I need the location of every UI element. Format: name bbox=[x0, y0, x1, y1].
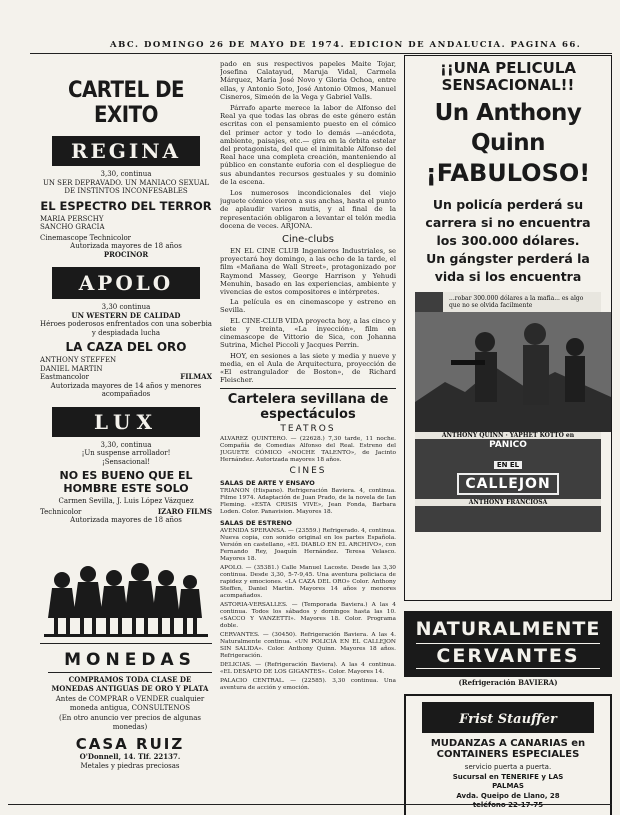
monedas-address: O'Donnell, 14. Tlf. 22137. bbox=[48, 753, 212, 762]
quinn-ad bbox=[404, 55, 612, 601]
listing-estreno: AVENIDA SPERANSA. — (23559.) Refrigerado. 4, continua. Nueva copia, con sonido original en los partes Española. Versión en castellano, «EL DIABLO EN EL ARCHIVO», con Fernando Rey, Joaquín Hernández. Teresa Velasco. Mayores 18. bbox=[220, 528, 396, 563]
lux-distrib: IZARO FILMS bbox=[158, 508, 212, 517]
lux-banner: LUX bbox=[52, 407, 200, 437]
apolo-cast1: ANTHONY STEFFEN bbox=[40, 356, 212, 365]
cines-heading: CINES bbox=[220, 466, 396, 476]
apolo-tagline2: Héroes poderosos enfrentados con una soberbia y despiadada lucha bbox=[40, 320, 212, 337]
silhouettes-illustration bbox=[40, 560, 212, 638]
cartel-column bbox=[40, 70, 212, 625]
moving-brand: Frist Stauffer bbox=[459, 712, 557, 727]
regina-time: 3,30, continua bbox=[40, 170, 212, 179]
poster-figures-illustration bbox=[415, 312, 611, 432]
lux-time: 3,30, continua bbox=[40, 441, 212, 450]
article-paragraph-3: Los numerosos incondicionales del viejo juguete cómico vieron a sus anchas, hasta el punto de aplaudir varios mutis, y al final de la representación obligaron a levantar el telón media docena de veces. ARJONA. bbox=[220, 189, 396, 230]
article-paragraph-2: Párrafo aparte merece la labor de Alfonso del Real ya que todas las obras de este género están escritas con el pensamiento puesto en el cómico del primer actor y todo lo demás —anécdota, ambiente, paisajes, etc.— gira en la órbita estelar del protagonista, del que el inimitable Alfonso del Real hace una completa creación, manteniendo al público en constante euforia con el despliegue de sus abundantes recursos gestuales y su dominio de la escena. bbox=[220, 104, 396, 186]
moving-branch1: Sucursal en TENERIFE y LAS bbox=[412, 773, 604, 782]
monedas-title: MONEDAS bbox=[48, 650, 212, 673]
regina-cast2: SANCHO GRACIA bbox=[40, 223, 212, 232]
cineclubs-paragraph-4: HOY, en sesiones a las siete y media y nueve y media, en el Aula de Arquitectura, proyección de «El estrangulador de Boston», de Richard Fleischer. bbox=[220, 352, 396, 385]
salas-estreno-heading: SALAS DE ESTRENO bbox=[220, 519, 396, 527]
poster-tagline: ...robar 300.000 dólares a la mafia... es algo que no se olvida facilmente bbox=[443, 292, 601, 312]
monedas-extra: Metales y piedras preciosas bbox=[48, 762, 212, 771]
listing-estreno: APOLO. — (35381.) Calle Manuel Lacoste. Desde las 3,30 continua. Desde 3,30, 5-7-9,45. Una aventura policiaca de rapidez y emociones. «LA CAZA DEL ORO» Color. Anthony Steffen, Daniel Martin. Mayores 14 años y menores acompañados. bbox=[220, 565, 396, 600]
cineclubs-paragraph-3: EL CINE-CLUB VIDA proyecta hoy, a las cinco y siete y treinta, «La inyección», film en cinemascope de Vittorio de Sica, con Johanna Sutrina, Michel Piccoli y Jacques Perrin. bbox=[220, 317, 396, 350]
moving-service: servicio puerta a puerta. bbox=[412, 763, 604, 772]
apolo-distrib: FILMAX bbox=[180, 373, 212, 382]
quinn-line1: ¡¡UNA PELICULA bbox=[409, 60, 607, 77]
lux-film-line1: NO ES BUENO QUE EL bbox=[40, 469, 212, 482]
cervantes-line1: NATURALMENTE bbox=[408, 617, 608, 641]
movie-poster bbox=[415, 292, 601, 532]
teatros-heading: TEATROS bbox=[220, 424, 396, 434]
apolo-format: Eastmancolor bbox=[40, 373, 89, 382]
poster-panico: PANICO bbox=[415, 440, 601, 450]
regina-rating: Autorizada mayores de 18 años bbox=[40, 242, 212, 251]
apolo-cast2: DANIEL MARTIN bbox=[40, 365, 212, 374]
quinn-desc5: vida si los encuentra bbox=[409, 268, 607, 286]
apolo-banner: APOLO bbox=[52, 267, 200, 299]
apolo-tagline1: UN WESTERN DE CALIDAD bbox=[40, 312, 212, 321]
lux-cast: Carmen Sevilla, J. Luis López Vázquez bbox=[40, 497, 212, 506]
listing-estreno: DELICIAS. — (Refrigeración Baviera). A las 4 continua. «EL DESAFIO DE LOS GIGANTES». Color. Mayores 14. bbox=[220, 662, 396, 676]
poster-names: ANTHONY QUINN · YAPHET KOTTO en bbox=[415, 432, 601, 439]
quinn-star: Un Anthony Quinn bbox=[409, 98, 607, 158]
monedas-ad bbox=[48, 650, 212, 795]
regina-cast1: MARIA PERSCHY bbox=[40, 215, 212, 224]
quinn-fabuloso: ¡FABULOSO! bbox=[409, 158, 607, 188]
monedas-shop: CASA RUIZ bbox=[48, 735, 212, 753]
moving-title2: CONTAINERS ESPECIALES bbox=[412, 749, 604, 760]
cervantes-ad bbox=[404, 611, 612, 677]
quinn-desc4: Un gángster perderá la bbox=[409, 250, 607, 268]
regina-format: Cinemascope Technicolor bbox=[40, 234, 212, 243]
header-rule bbox=[30, 53, 612, 54]
regina-film: EL ESPECTRO DEL TERROR bbox=[40, 199, 212, 213]
cineclubs-paragraph-1: EN EL CINE CLUB Ingenieros Industriales, se proyectará hoy domingo, a las ocho de la tarde, el film «Mañana de Wall Street», protagonizado por Raymond Massey, George Harrison y Yehudi Menuhin, basado en las experiencias, ambiente y vivencias de estos compositores e intérpretes. bbox=[220, 247, 396, 296]
regina-banner: REGINA bbox=[52, 136, 200, 166]
cartelera-title: Cartelera sevillana de espectáculos bbox=[220, 388, 396, 422]
cineclubs-paragraph-2: La película es en cinemascope y estreno en Sevilla. bbox=[220, 298, 396, 314]
lux-film-line2: HOMBRE ESTE SOLO bbox=[40, 482, 212, 495]
moving-title1: MUDANZAS A CANARIAS en bbox=[412, 738, 604, 749]
regina-tagline: UN SER DEPRAVADO. UN MANIACO SEXUAL DE INSTINTOS INCONFESABLES bbox=[40, 179, 212, 196]
cartel-title: CARTEL DE EXITO bbox=[40, 78, 212, 128]
footer-rule bbox=[8, 804, 612, 805]
regina-distrib: PROCINOR bbox=[40, 251, 212, 260]
ads-column bbox=[404, 55, 612, 815]
apolo-time: 3,30 continua bbox=[40, 303, 212, 312]
moving-address1: Avda. Queipo de Llano, 28 bbox=[412, 792, 604, 801]
poster-director: ANTHONY FRANCIOSA bbox=[415, 499, 601, 506]
listing-teatro: ALVAREZ QUINTERO. — (22628.) 7,30 tarde, 11 noche. Compañía de Comedias Alfonso del Real. Estreno del JUGUETE CÓMICO «NOCHE TALENTO», de Jacinto Hernández. Autorizada mayores 18 años. bbox=[220, 436, 396, 464]
moving-ad bbox=[404, 694, 612, 815]
apolo-film: LA CAZA DEL ORO bbox=[40, 340, 212, 354]
listing-estreno: PALACIO CENTRAL. — (22585). 3,30 continua. Una aventura de acción y emoción. bbox=[220, 678, 396, 692]
article-column bbox=[220, 60, 396, 805]
listing-estreno: ASTORIA-VERSALLES. — (Temporada Baviera.) A las 4 continua. Todos los sábados y domingos hasta las 10. «SACCO Y VANZETTI». Mayores 18. Color. Programa doble. bbox=[220, 602, 396, 630]
lux-tagline2: ¡Sensacional! bbox=[40, 458, 212, 467]
monedas-line3: (En otro anuncio ver precios de algunas monedas) bbox=[48, 714, 212, 731]
apolo-rating: Autorizada mayores de 14 años y menores acompañados bbox=[40, 382, 212, 399]
poster-en: EN EL bbox=[494, 461, 522, 469]
moving-logo bbox=[422, 702, 594, 733]
quinn-desc3: los 300.000 dólares. bbox=[409, 232, 607, 250]
cineclubs-title: Cine-clubs bbox=[220, 234, 396, 245]
poster-title: CALLEJON bbox=[457, 473, 558, 495]
salas-arte-heading: SALAS DE ARTE Y ENSAYO bbox=[220, 479, 396, 487]
lux-rating: Autorizada mayores de 18 años bbox=[40, 516, 212, 525]
listing-arte: TRIANON (Hispano). Refrigeración Baviera. 4, continua. Filme 1974. Adaptación de Juan Prado, de la novela de Ian Fleming. «ESTA CRISIS VIVE», Jean Fonda, Barbara Loden. Color. Panavision. Mayores 18. bbox=[220, 488, 396, 516]
cervantes-line2: CERVANTES bbox=[416, 643, 600, 669]
quinn-line2: SENSACIONAL!! bbox=[409, 77, 607, 94]
lux-tagline1: ¡Un suspense arrollador! bbox=[40, 449, 212, 458]
quinn-desc1: Un policía perderá su bbox=[409, 196, 607, 214]
monedas-line2: Antes de COMPRAR o VENDER cualquier moneda antigua, CONSULTENOS bbox=[48, 695, 212, 712]
moving-branch2: PALMAS bbox=[412, 782, 604, 791]
page-header: ABC. DOMINGO 26 DE MAYO DE 1974. EDICION DE ANDALUCIA. PAGINA 66. bbox=[110, 40, 581, 50]
cervantes-note: (Refrigeración BAVIERA) bbox=[404, 679, 612, 688]
monedas-line1: COMPRAMOS TODA CLASE DE MONEDAS ANTIGUAS DE ORO Y PLATA bbox=[48, 676, 212, 693]
col1-divider bbox=[40, 643, 212, 644]
listing-estreno: CERVANTES. — (30450). Refrigeración Baviera. A las 4. Naturalmente continua. «UN POLICIA EN EL CALLEJON SIN SALIDA». Color. Anthony Quinn. Mayores 18 años. Refrigeración. bbox=[220, 632, 396, 660]
lux-format: Technicolor bbox=[40, 508, 81, 517]
article-paragraph-1: pado en sus respectivos papeles Maite Tojar, Josefina Calatayud, Maruja Vidal, Carmela Márquez, María José Novo y Gloria Ochoa, entre ellas, y Antonio Soto, José Antonio Olmos, Manuel Cisneros, Simeón de la Vega y Gabriel Valls. bbox=[220, 60, 396, 101]
quinn-desc2: carrera si no encuentra bbox=[409, 214, 607, 232]
